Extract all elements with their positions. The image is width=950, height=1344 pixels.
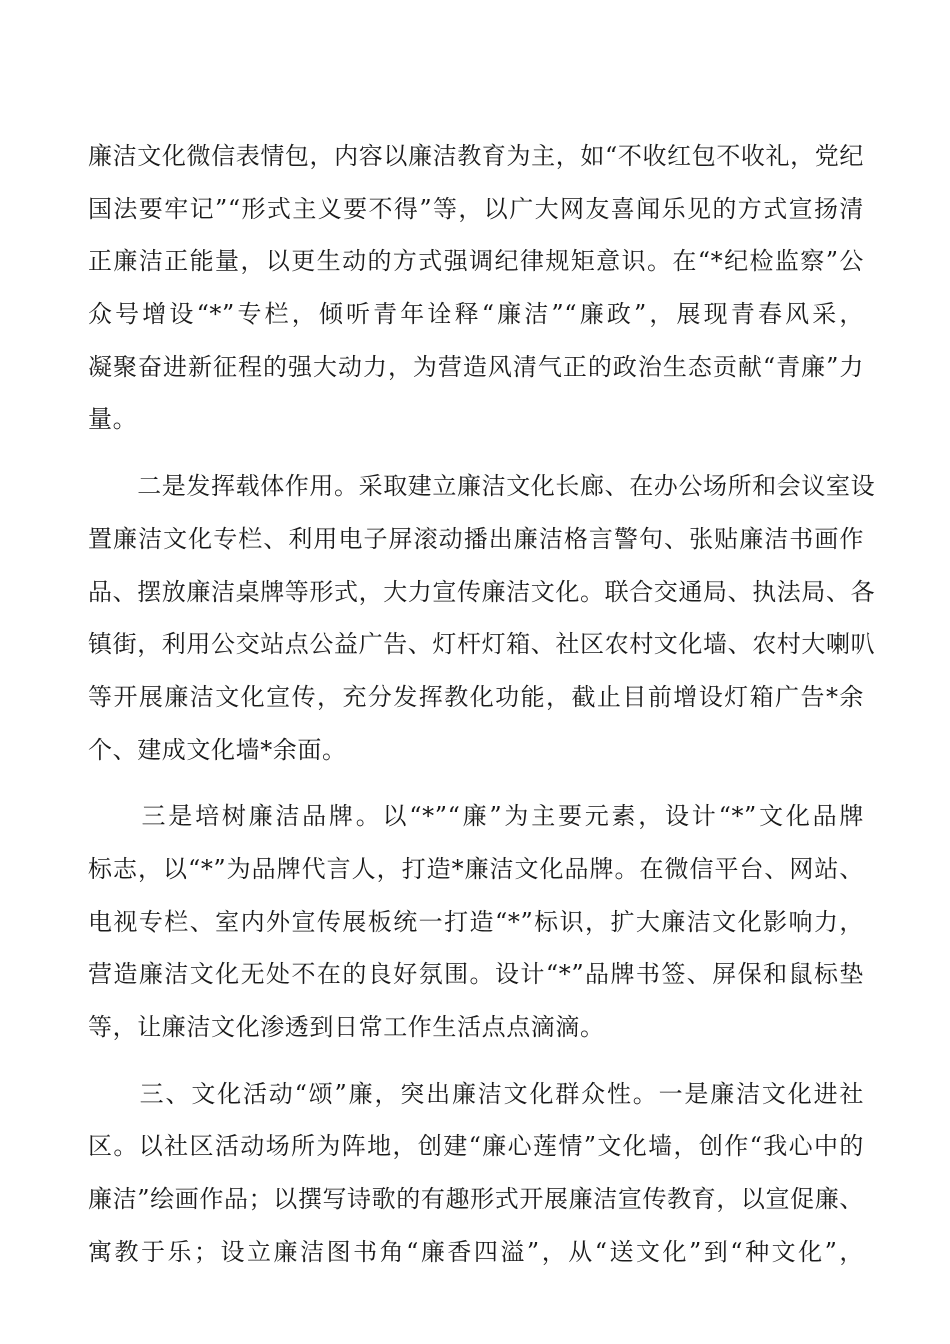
- text-line: 品、摆放廉洁桌牌等形式，大力宣传廉洁文化。联合交通局、执法局、各: [88, 577, 876, 606]
- paragraph-1: [88, 130, 864, 446]
- text-line: 国法要牢记”“形式主义要不得”等，以广大网友喜闻乐见的方式宣扬清: [88, 194, 864, 223]
- text-line: 正廉洁正能量，以更生动的方式强调纪律规矩意识。在“*纪检监察”公: [88, 247, 864, 276]
- text-line: 廉洁”绘画作品；以撰写诗歌的有趣形式开展廉洁宣传教育，以宣促廉、: [88, 1185, 864, 1214]
- text-line: 凝聚奋进新征程的强大动力，为营造风清气正的政治生态贡献“青廉”力: [88, 352, 864, 381]
- text-line: 营造廉洁文化无处不在的良好氛围。设计“*”品牌书签、屏保和鼠标垫: [88, 960, 864, 989]
- text-line: 标志，以“*”为品牌代言人，打造*廉洁文化品牌。在微信平台、网站、: [88, 854, 864, 883]
- text-line: 廉洁文化微信表情包，内容以廉洁教育为主，如“不收红包不收礼，党纪: [88, 142, 864, 170]
- text-line: 众号增设“*”专栏，倾听青年诠释“廉洁”“廉政”，展现青春风采，: [88, 300, 864, 329]
- text-line: 寓教于乐；设立廉洁图书角“廉香四溢”，从“送文化”到“种文化”，: [88, 1237, 864, 1266]
- paragraph-2: [88, 460, 876, 776]
- text-line: 个、建成文化墙*余面。: [88, 735, 347, 764]
- text-line: 等，让廉洁文化渗透到日常工作生活点点滴滴。: [88, 1013, 605, 1041]
- text-line: 三、文化活动“颂”廉，突出廉洁文化群众性。一是廉洁文化进社: [88, 1079, 864, 1108]
- text-line: 量。: [88, 405, 138, 434]
- text-line: 等开展廉洁文化宣传，充分发挥教化功能，截止目前增设灯箱广告*余: [88, 682, 864, 711]
- text-line: 二是发挥载体作用。采取建立廉洁文化长廊、在办公场所和会议室设: [88, 472, 876, 501]
- text-line: 镇街，利用公交站点公益广告、灯杆灯箱、社区农村文化墙、农村大喇叭: [88, 630, 876, 659]
- paragraph-3: [88, 790, 864, 1053]
- text-line: 电视专栏、室内外宣传展板统一打造“*”标识，扩大廉洁文化影响力，: [88, 907, 864, 936]
- document-body: [88, 130, 876, 1278]
- text-line: 三是培树廉洁品牌。以“*”“廉”为主要元素，设计“*”文化品牌: [88, 802, 864, 831]
- text-line: 置廉洁文化专栏、利用电子屏滚动播出廉洁格言警句、张贴廉洁书画作: [88, 524, 864, 553]
- text-line: 区。以社区活动场所为阵地，创建“廉心莲情”文化墙，创作“我心中的: [88, 1132, 864, 1161]
- paragraph-4: [88, 1068, 864, 1279]
